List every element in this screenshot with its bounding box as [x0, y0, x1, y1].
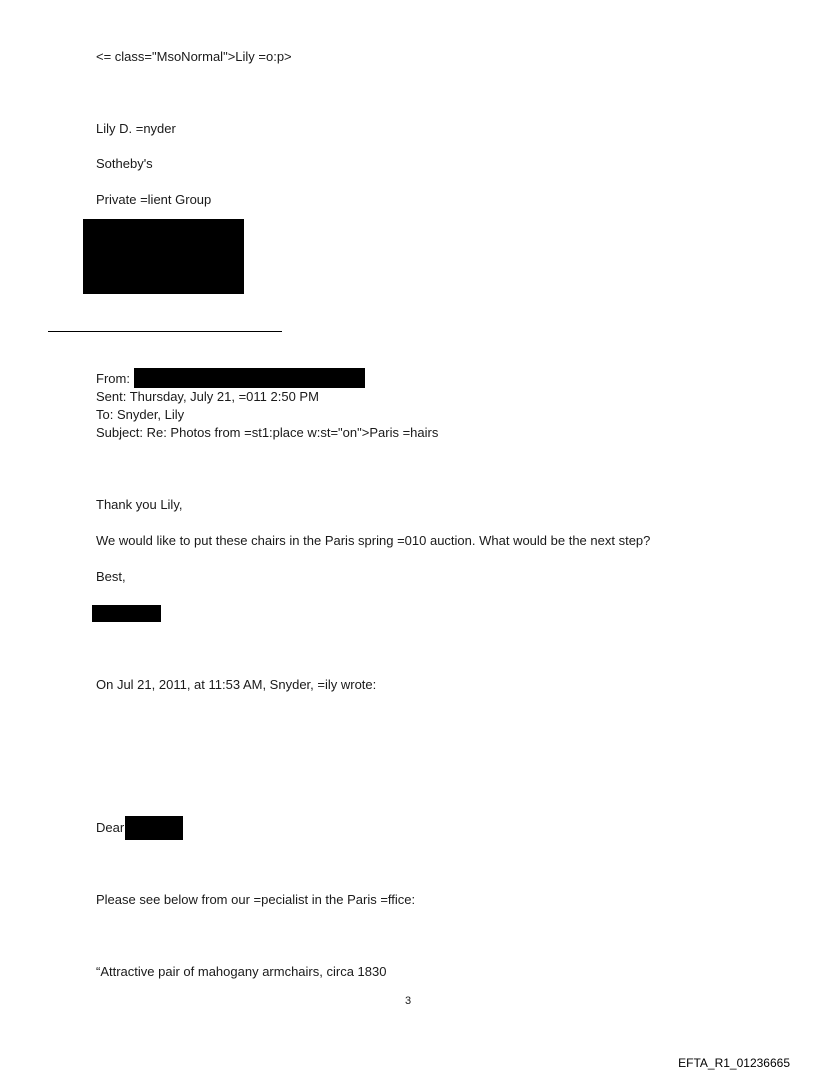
header-from: [96, 373, 130, 386]
redaction-from-address: [134, 368, 365, 388]
header-subject: Subject: Re: Photos from =st1:place w:st="on">Paris =hairs: [96, 425, 439, 440]
reply-closing: Best,: [96, 569, 126, 584]
header-sent: Sent: Thursday, July 21, =011 2:50 PM: [96, 389, 319, 404]
signature-company: Sotheby's: [96, 156, 153, 171]
mso-artifact-line: <= class="MsoNormal">Lily =o:p>: [96, 49, 292, 64]
reply-greeting: Thank you Lily,: [96, 497, 183, 512]
quoted-intro: Please see below from our =pecialist in the Paris =ffice:: [96, 892, 416, 907]
document-id: EFTA_R1_01236665: [678, 1056, 790, 1070]
redaction-signature-block: [83, 219, 244, 294]
page-number: 3: [404, 995, 412, 1007]
separator-rule: [48, 331, 282, 332]
quoted-attribution: On Jul 21, 2011, at 11:53 AM, Snyder, =ily wrote:: [96, 677, 377, 692]
quoted-salutation: Dear: [96, 820, 125, 835]
reply-body: We would like to put these chairs in the Paris spring =010 auction. What would be the next step?: [96, 533, 651, 548]
header-to: To: Snyder, Lily: [96, 407, 185, 422]
signature-name: Lily D. =nyder: [96, 121, 176, 136]
quoted-description-start: “Attractive pair of mahogany armchairs, circa 1830: [96, 964, 387, 979]
signature-group: Private =lient Group: [96, 192, 212, 207]
redaction-sender-name: [92, 605, 161, 622]
redaction-recipient-name: [125, 816, 183, 840]
header-from-label: From:: [96, 371, 130, 386]
